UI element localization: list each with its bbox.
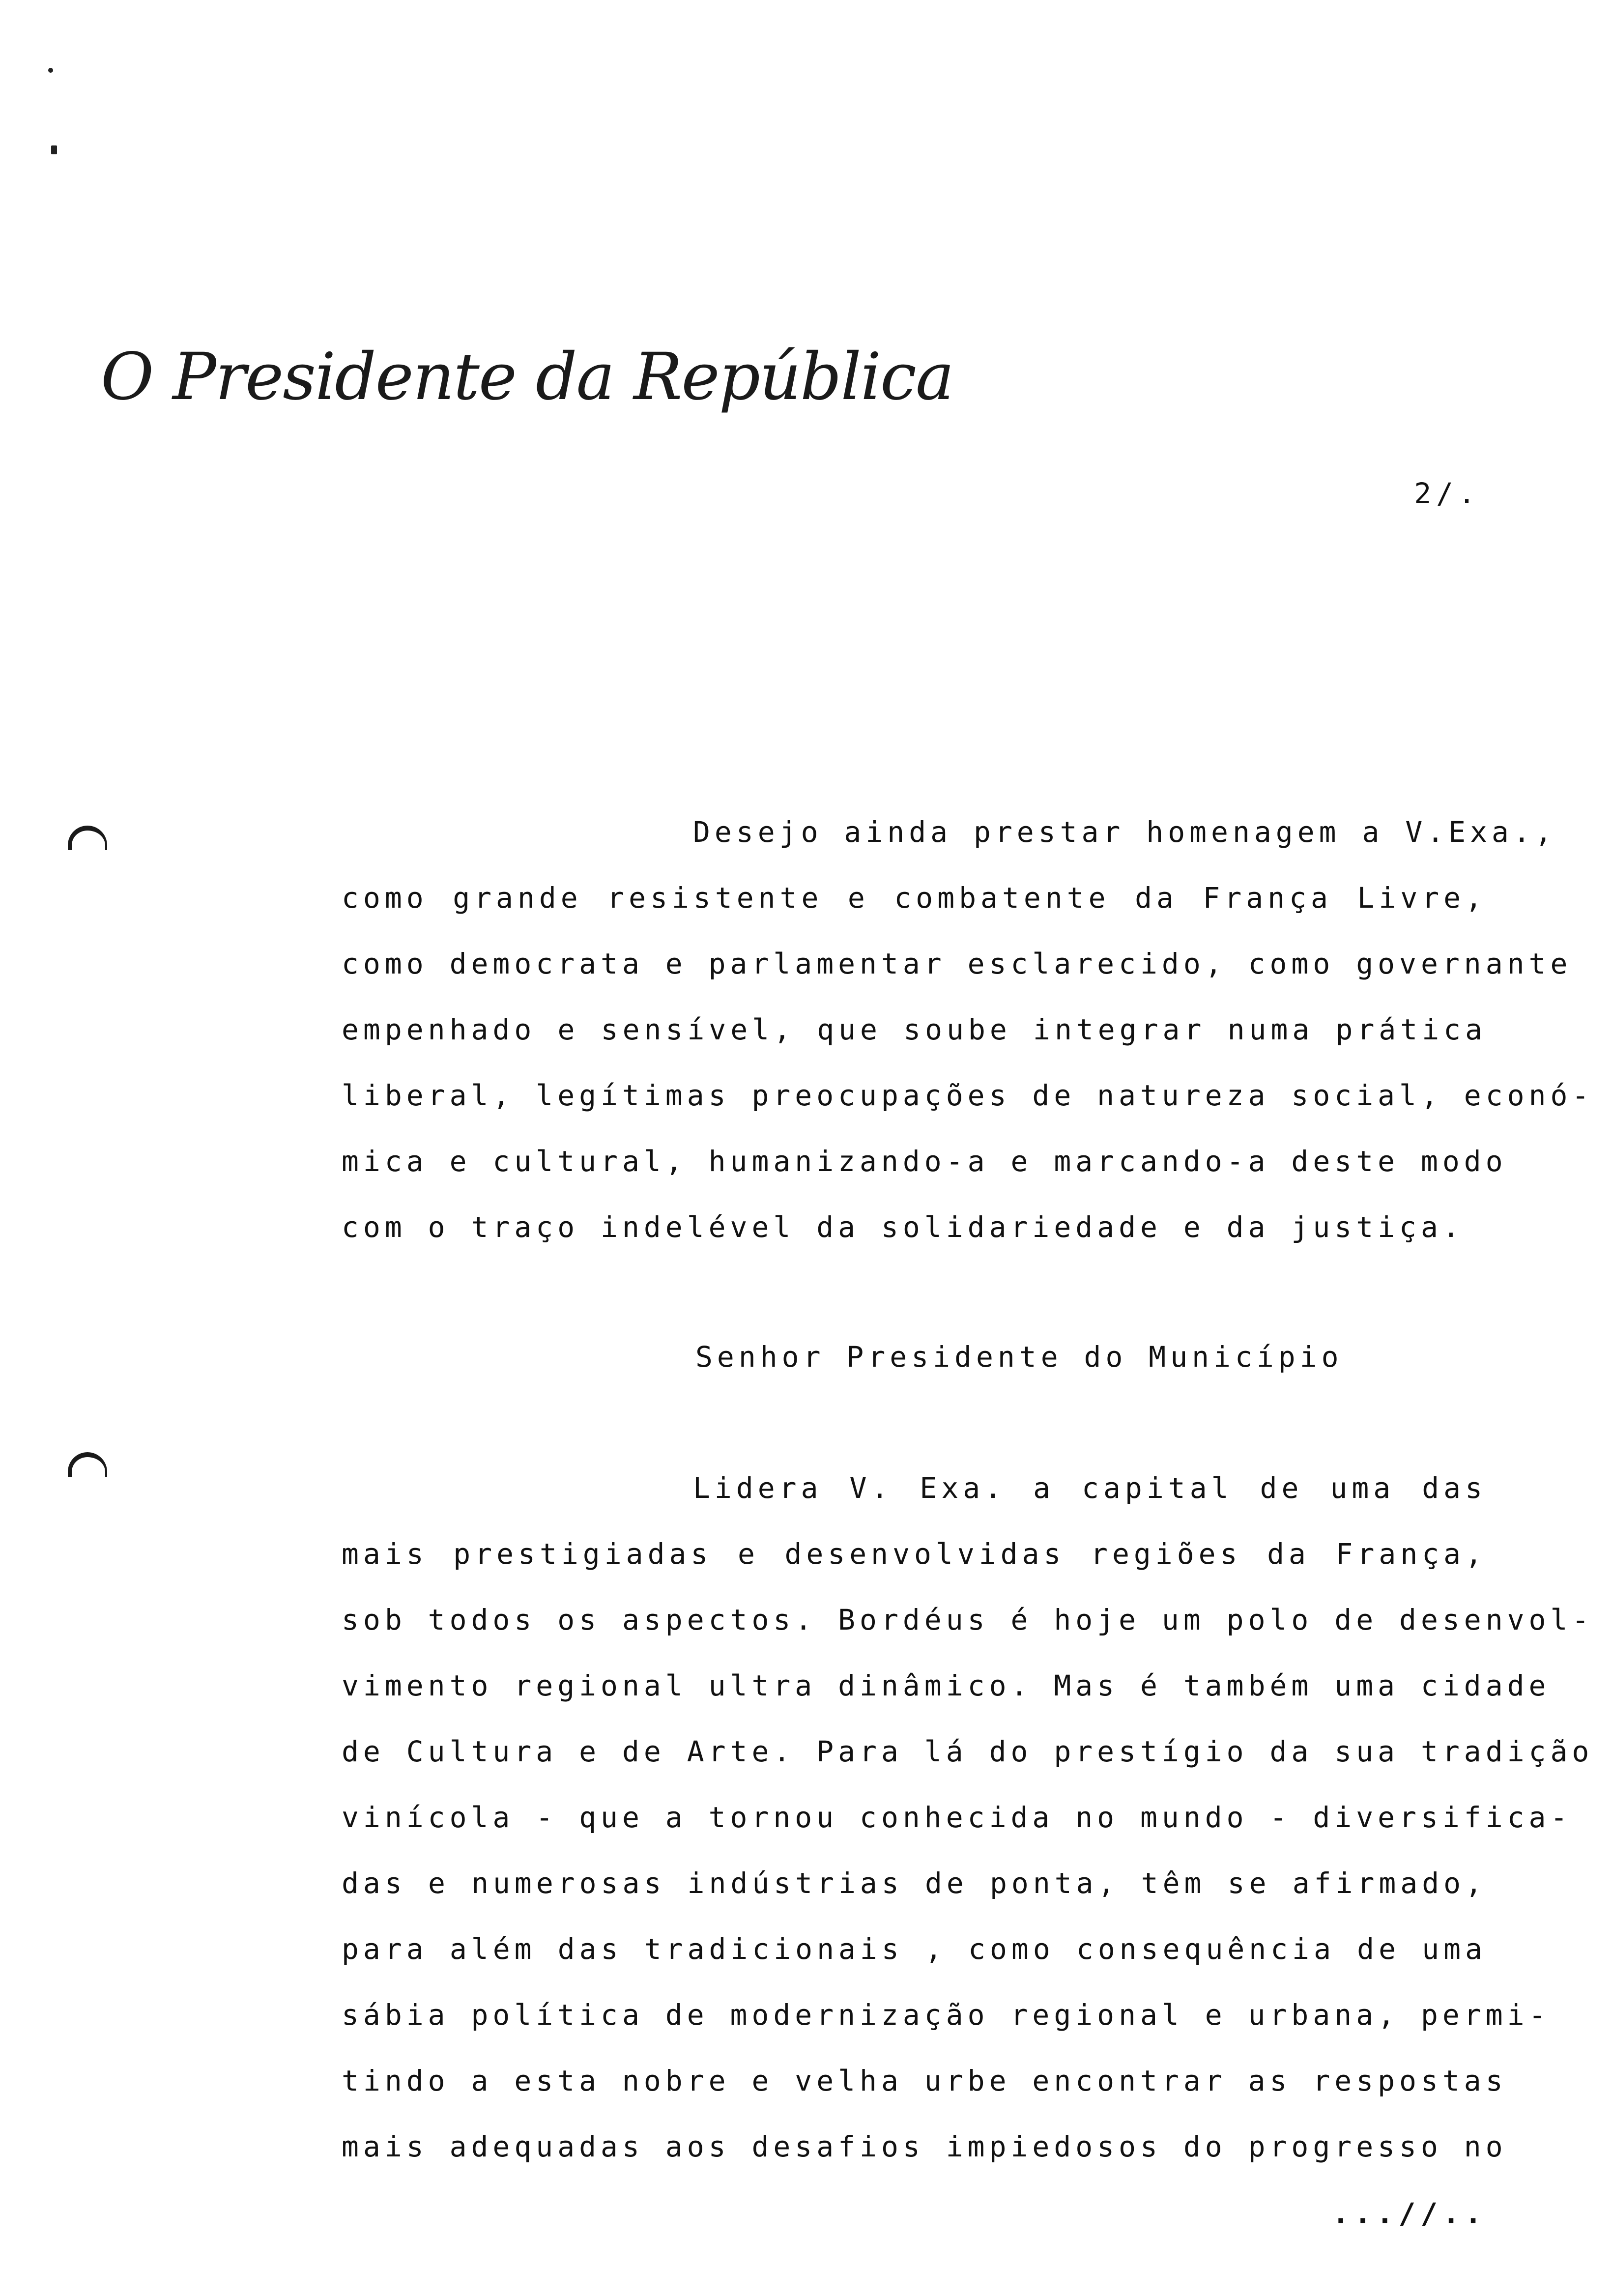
paragraph-2-line: vinícola - que a tornou conhecida no mundo - diversifica- [342, 1801, 1572, 1834]
paragraph-2-line: de Cultura e de Arte. Para lá do prestígio da sua tradição [342, 1735, 1594, 1768]
paragraph-1-line: mica e cultural, humanizando-a e marcando-a deste modo [342, 1145, 1507, 1178]
paragraph-1-line: empenhado e sensível, que soube integrar numa prática [342, 1013, 1487, 1046]
letterhead: O Presidente da República [101, 339, 953, 415]
paragraph-2-line: das e numerosas indústrias de ponta, têm se afirmado, [342, 1866, 1487, 1900]
continuation-mark: ...//.. [1332, 2197, 1487, 2230]
paragraph-2-line: mais prestigiadas e desenvolvidas regiões da França, [342, 1537, 1487, 1571]
paragraph-2-line: sob todos os aspectos. Bordéus é hoje um polo de desenvol- [342, 1603, 1594, 1636]
paragraph-2-line: para além das tradicionais , como consequência de uma [342, 1932, 1487, 1966]
paragraph-1-line: Desejo ainda prestar homenagem a V.Exa., [693, 815, 1556, 849]
paragraph-1-line: com o traço indelével da solidariedade e da justiça. [342, 1210, 1464, 1244]
salutation: Senhor Presidente do Município [695, 1340, 1343, 1374]
paragraph-2-line: vimento regional ultra dinâmico. Mas é também uma cidade [342, 1669, 1551, 1702]
paragraph-2-line: sábia política de modernização regional e urbana, permi- [342, 1998, 1551, 2032]
punch-hole-mark [68, 1452, 107, 1477]
page-number: 2/. [1414, 477, 1480, 510]
paragraph-1-line: liberal, legítimas preocupações de natureza social, econó- [342, 1079, 1594, 1112]
paragraph-2-line: tindo a esta nobre e velha urbe encontrar as respostas [342, 2064, 1507, 2097]
paragraph-1-line: como grande resistente e combatente da França Livre, [342, 881, 1487, 915]
paragraph-1-line: como democrata e parlamentar esclarecido, como governante [342, 947, 1572, 980]
scan-speck [48, 68, 53, 73]
paragraph-2-line: Lidera V. Exa. a capital de uma das [693, 1471, 1487, 1505]
punch-hole-mark [68, 826, 107, 850]
scan-speck [51, 145, 57, 154]
paragraph-2-line: mais adequadas aos desafios impiedosos do progresso no [342, 2130, 1507, 2163]
